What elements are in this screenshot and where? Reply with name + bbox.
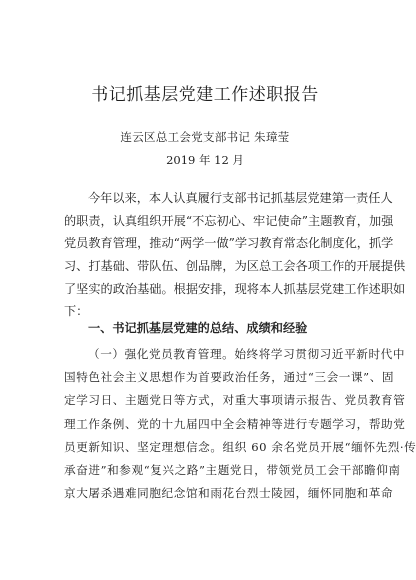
section-heading: 一、书记抓基层党建的总结、成绩和经验 <box>88 321 308 335</box>
date-line: 2019 年 12 月 <box>166 153 244 167</box>
section-line: 国特色社会主义思想作为首要政治任务，通过“三会一课”、固 <box>64 370 395 385</box>
section-line: 理工作条例、党的十九届四中全会精神等进行专题学习，帮助党 <box>64 416 406 431</box>
section-line: 承奋进”和参观“复兴之路”主题党日，带领党员工会干部瞻仰南 <box>64 462 401 477</box>
intro-line: 党员教育管理，推动“两学一做”学习教育常态化制度化，抓学 <box>64 236 394 251</box>
intro-paragraph <box>64 187 406 323</box>
section-line: 京大屠杀遇难同胞纪念馆和雨花台烈士陵园，缅怀同胞和革命 <box>64 486 394 501</box>
intro-line: 的职责，认真组织开展“不忘初心、牢记使命”主题教育，加强 <box>64 213 394 228</box>
intro-line: 下： <box>64 304 89 319</box>
intro-line: 今年以来，本人认真履行支部书记抓基层党建第一责任人 <box>88 191 393 205</box>
document-title: 书记抓基层党建工作述职报告 <box>91 85 319 105</box>
author-line: 连云区总工会党支部书记 朱璋莹 <box>120 130 290 144</box>
section-line: 定学习日、主题党日等方式，对重大事项请示报告、党员教育管 <box>64 393 406 408</box>
section-line: 员更新知识、坚定理想信念。组织 60 余名党员开展“缅怀先烈·传 <box>64 439 416 454</box>
section-paragraph <box>64 343 416 505</box>
intro-line: 了坚实的政治基础。根据安排，现将本人抓基层党建工作述职如 <box>64 281 406 296</box>
section-line: （一）强化党员教育管理。始终将学习贯彻习近平新时代中 <box>88 347 406 361</box>
intro-line: 习、打基础、带队伍、创品牌，为区总工会各项工作的开展提供 <box>64 259 406 274</box>
